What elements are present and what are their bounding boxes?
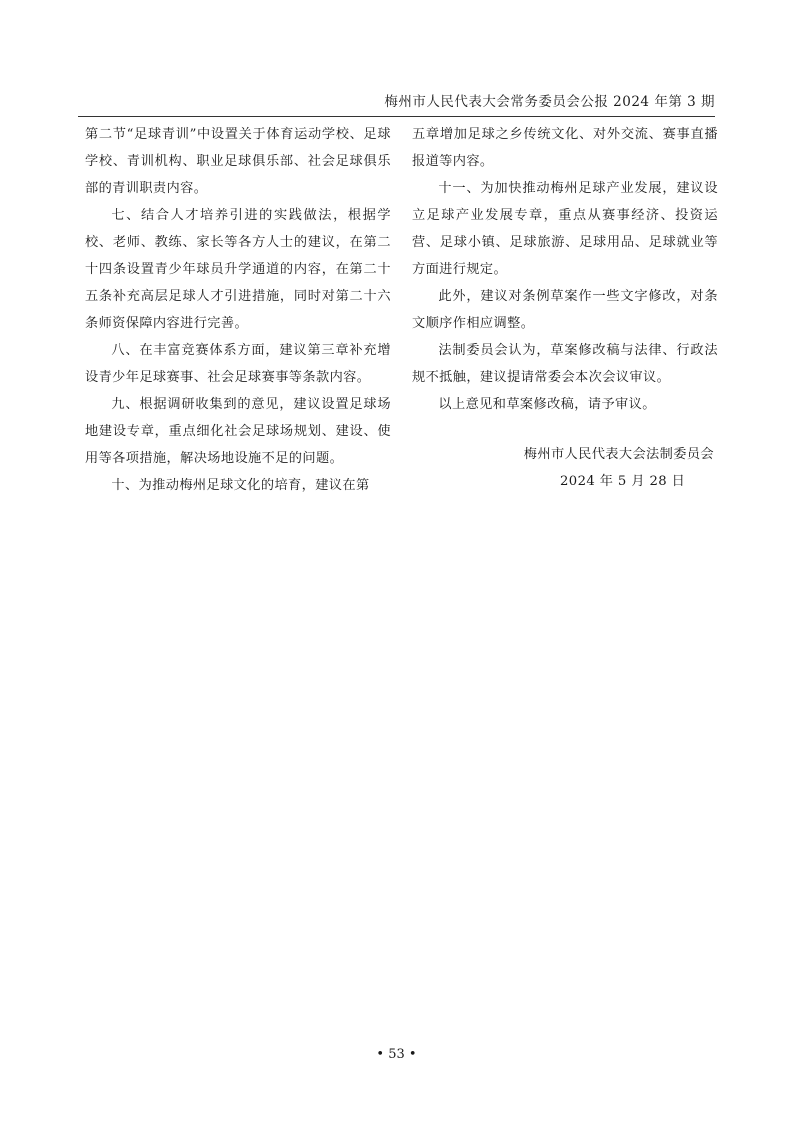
paragraph-continuation: 第二节“足球青训”中设置关于体育运动学校、足球学校、青训机构、职业足球俱乐部、社会足球俱乐部的青训职责内容。 bbox=[85, 127, 391, 196]
paragraph-item-10-continuation: 五章增加足球之乡传统文化、对外交流、赛事直播报道等内容。 bbox=[412, 127, 718, 169]
right-column bbox=[412, 121, 718, 418]
paragraph-additional-note: 此外，建议对条例草案作一些文字修改，对条文顺序作相应调整。 bbox=[412, 289, 718, 331]
paragraph-item-7: 七、结合人才培养引进的实践做法，根据学校、老师、教练、家长等各方人士的建议，在第二十四条设置青少年球员升学通道的内容，在第二十五条补充高层足球人才引进措施，同时对第二十六条师资保障内容进行完善。 bbox=[85, 208, 391, 331]
paragraph-item-11: 十一、为加快推动梅州足球产业发展，建议设立足球产业发展专章，重点从赛事经济、投资运营、足球小镇、足球旅游、足球用品、足球就业等方面进行规定。 bbox=[412, 181, 718, 277]
left-column bbox=[85, 121, 391, 499]
paragraph-item-8: 八、在丰富竞赛体系方面，建议第三章补充增设青少年足球赛事、社会足球赛事等条款内容。 bbox=[85, 343, 391, 385]
header-divider bbox=[78, 116, 715, 117]
paragraph-committee-opinion: 法制委员会认为，草案修改稿与法律、行政法规不抵触，建议提请常委会本次会议审议。 bbox=[412, 343, 718, 385]
signature-date: 2024 年 5 月 28 日 bbox=[560, 474, 686, 489]
signature-block bbox=[412, 441, 718, 495]
page-number: • 53 • bbox=[376, 1047, 417, 1062]
paragraph-closing: 以上意见和草案修改稿，请予审议。 bbox=[438, 397, 656, 412]
paragraph-item-10: 十、为推动梅州足球文化的培育，建议在第 bbox=[111, 478, 370, 493]
paragraph-item-9: 九、根据调研收集到的意见，建议设置足球场地建设专章，重点细化社会足球场规划、建设、使用等各项措施，解决场地设施不足的问题。 bbox=[85, 397, 391, 466]
signature-organization: 梅州市人民代表大会法制委员会 bbox=[523, 447, 714, 462]
journal-header: 梅州市人民代表大会常务委员会公报 2024 年第 3 期 bbox=[384, 94, 715, 110]
